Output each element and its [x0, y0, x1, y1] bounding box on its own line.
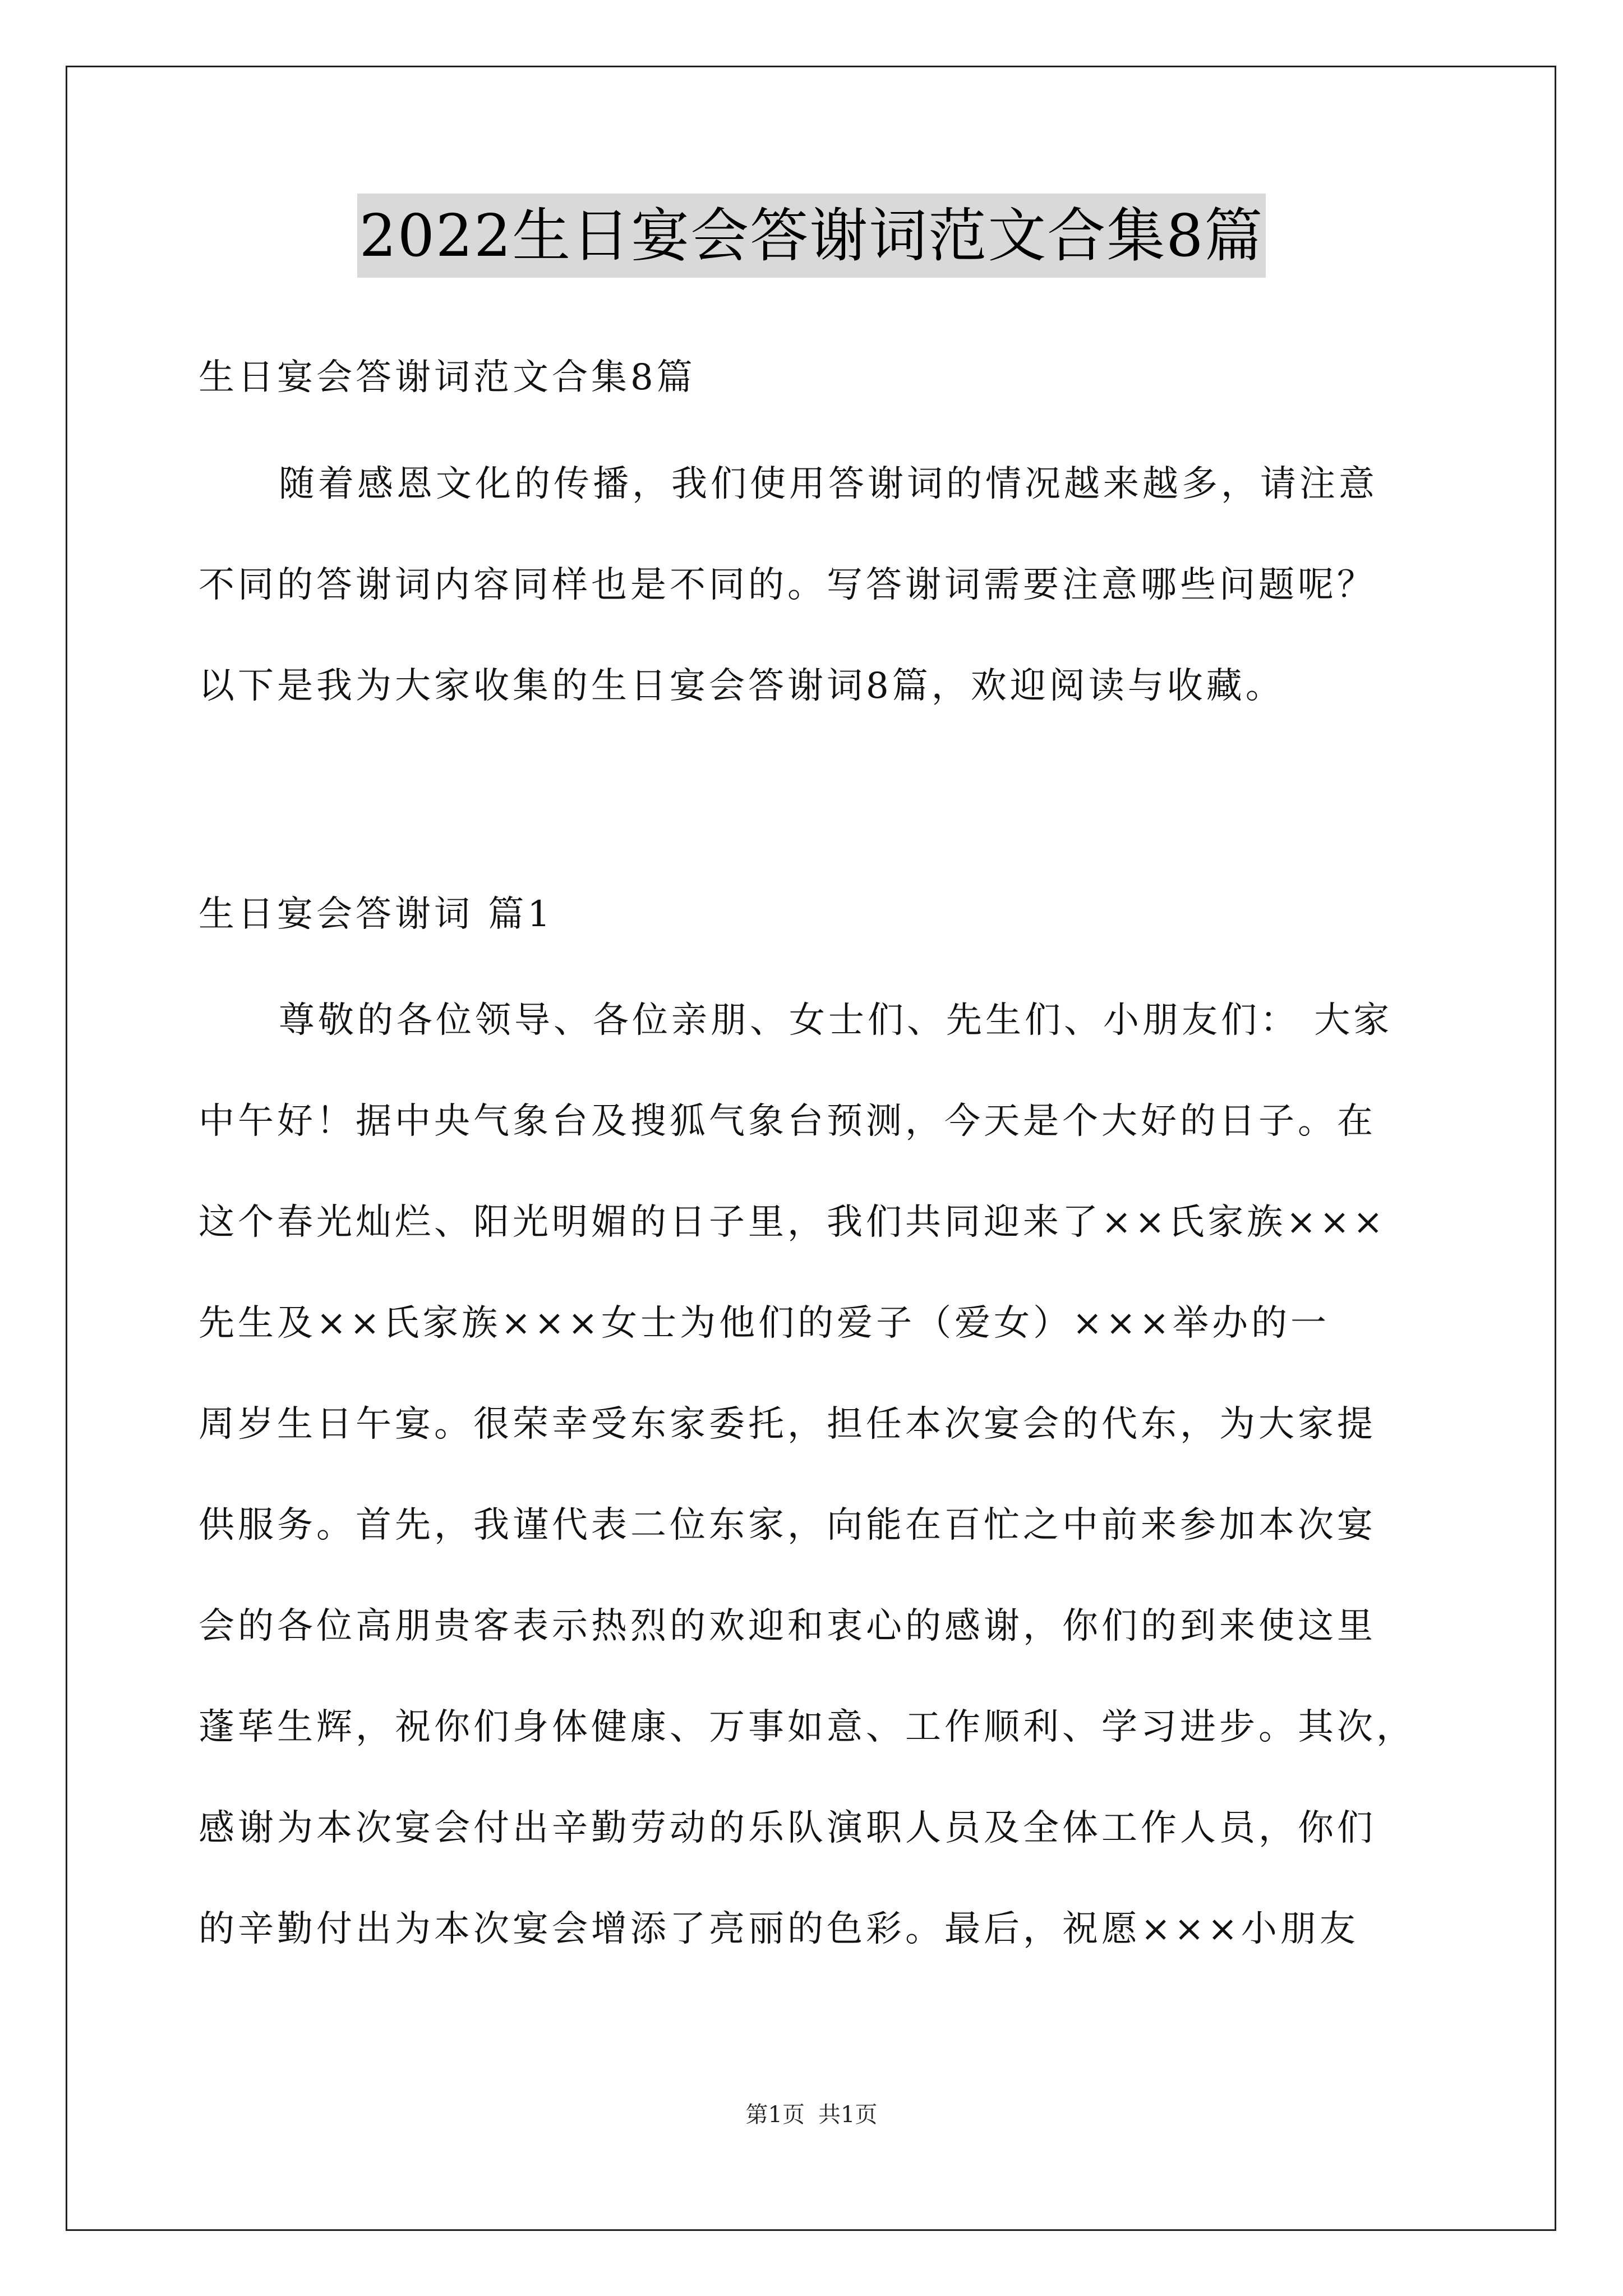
document-title: 2022生日宴会答谢词范文合集8篇: [357, 194, 1266, 278]
section-heading: 生日宴会答谢词 篇1: [199, 894, 554, 935]
paragraph-line: 感谢为本次宴会付出辛勤劳动的乐队演职人员及全体工作人员，你们: [199, 1807, 1376, 1849]
subtitle-line: 生日宴会答谢词范文合集8篇: [199, 357, 696, 398]
page-number-total: 共1页: [818, 2102, 878, 2128]
paragraph-line: 随着感恩文化的传播，我们使用答谢词的情况越来越多，请注意: [279, 463, 1378, 505]
paragraph-line: 周岁生日午宴。很荣幸受东家委托，担任本次宴会的代东，为大家提: [199, 1404, 1376, 1445]
page-footer: [0, 2098, 1623, 2132]
paragraph-line: 蓬荜生辉，祝你们身体健康、万事如意、工作顺利、学习进步。其次，: [199, 1706, 1415, 1748]
paragraph-line: 供服务。首先，我谨代表二位东家，向能在百忙之中前来参加本次宴: [199, 1504, 1376, 1546]
title-container: [0, 194, 1623, 278]
paragraph-line: 的辛勤付出为本次宴会增添了亮丽的色彩。最后，祝愿×××小朋友: [199, 1908, 1359, 1950]
paragraph-line: 尊敬的各位领导、各位亲朋、女士们、先生们、小朋友们： 大家: [279, 1000, 1393, 1041]
paragraph-line: 这个春光灿烂、阳光明媚的日子里，我们共同迎来了××氏家族×××: [199, 1202, 1387, 1243]
paragraph-line: 先生及××氏家族×××女士为他们的爱子（爱女）×××举办的一: [199, 1303, 1330, 1344]
page-number-current: 第1页: [745, 2102, 805, 2128]
paragraph-line: 会的各位高朋贵客表示热烈的欢迎和衷心的感谢，你们的到来使这里: [199, 1605, 1376, 1647]
paragraph-line: 以下是我为大家收集的生日宴会答谢词8篇，欢迎阅读与收藏。: [199, 665, 1285, 707]
paragraph-line: 中午好！据中央气象台及搜狐气象台预测，今天是个大好的日子。在: [199, 1101, 1376, 1142]
paragraph-line: 不同的答谢词内容同样也是不同的。写答谢词需要注意哪些问题呢？: [199, 564, 1376, 606]
